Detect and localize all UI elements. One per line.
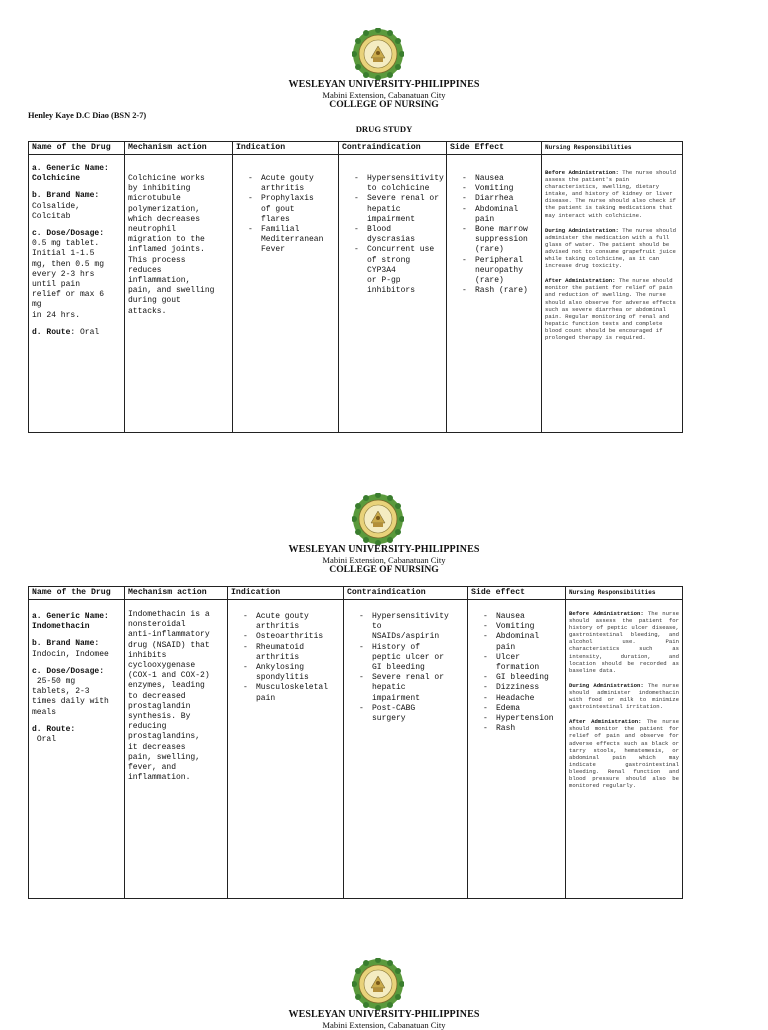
- university-seal-logo: [352, 28, 404, 80]
- list-item: - Nausea: [471, 612, 562, 622]
- before-admin-text: The nurse should assess the patient's pain characteristics, swelling, dietary intake, and history of kidney or liver disease. The nurse should also check if the patient is taking medications that may interact with colchicine.: [545, 169, 676, 219]
- mechanism-cell: [125, 155, 233, 433]
- list-item: - Blood dyscrasias: [342, 225, 443, 245]
- generic-name: Indomethacin: [32, 622, 90, 632]
- page-header-1: [0, 80, 768, 110]
- side-effect-list: [450, 174, 538, 296]
- during-admin-text: The nurse should administer indomethacin with food or milk to minimize gastrointestinal irritation.: [569, 681, 679, 711]
- col-header-contraindication: Contraindication: [339, 142, 447, 155]
- list-item: - History of peptic ulcer or GI bleeding: [347, 643, 464, 674]
- col-header-nursing: Nursing Responsibilities: [542, 142, 683, 155]
- list-item: - Familial Mediterranean Fever: [236, 225, 335, 256]
- list-item: - Severe renal or hepatic impairment: [347, 673, 464, 704]
- university-name: WESLEYAN UNIVERSITY-PHILIPPINES: [288, 1009, 480, 1020]
- brand-name-label: b. Brand Name:: [32, 639, 100, 649]
- list-item: - Rheumatoid arthritis: [231, 643, 340, 663]
- list-item: - Abdominal pain: [471, 632, 562, 652]
- mechanism-text: Indomethacin is a nonsteroidal anti-inflammatory drug (NSAID) that inhibits cyclooxygenase (COX-1 and COX-2) enzymes, leading to decreased prostaglandin synthesis. By reducing prostaglandins, it decreases pain, swelling, fever, and inflammation.: [128, 610, 210, 783]
- drug-study-table-indomethacin: [28, 586, 683, 899]
- list-item: - Bone marrow suppression (rare): [450, 225, 538, 256]
- page-header-3: [0, 1010, 768, 1030]
- indication-list: [236, 174, 335, 256]
- during-admin-label: During Administration:: [569, 681, 644, 689]
- generic-name: Colchicine: [32, 174, 81, 184]
- contraindication-list: [347, 612, 464, 724]
- list-item: - Vomiting: [450, 184, 538, 194]
- university-name: WESLEYAN UNIVERSITY-PHILIPPINES: [288, 79, 480, 90]
- list-item: - Rash: [471, 724, 562, 734]
- list-item: - Diarrhea: [450, 194, 538, 204]
- mechanism-text: Colchicine works by inhibiting microtubule polymerization, which decreases neutrophil migration to the inflamed joints. This process reduces inflammation, pain, and swelling during gout attacks.: [128, 174, 215, 316]
- dose-label: c. Dose/Dosage:: [32, 229, 105, 239]
- route-value: Oral: [32, 735, 57, 745]
- table-row: [29, 600, 683, 899]
- university-seal-logo: [352, 958, 404, 1010]
- university-address: Mabini Extension, Cabanatuan City: [322, 89, 446, 100]
- list-item: - Edema: [471, 704, 562, 714]
- list-item: - Rash (rare): [450, 286, 538, 296]
- col-header-side-effect: Side Effect: [447, 142, 542, 155]
- nursing-responsibilities-cell: [566, 600, 683, 899]
- col-header-nursing: Nursing Responsibilities: [566, 587, 683, 600]
- university-name: WESLEYAN UNIVERSITY-PHILIPPINES: [288, 544, 480, 555]
- list-item: - Abdominal pain: [450, 205, 538, 225]
- generic-name-label: a. Generic Name:: [32, 164, 109, 173]
- col-header-contraindication: Contraindication: [344, 587, 468, 600]
- after-admin-text: The nurse should monitor the patient for relief of pain and reduction of swelling. The nurse should also observe for adverse effects such as severe diarrhea or abdominal pain. Regular monitoring of renal and hepatic function tests and complete blood count should be encouraged if prolonged therapy is required.: [545, 277, 676, 341]
- before-admin-label: Before Administration:: [569, 610, 644, 617]
- brand-name-label: b. Brand Name:: [32, 191, 100, 201]
- drug-name-cell: [29, 600, 125, 899]
- list-item: - Hypersensitivity to colchicine: [342, 174, 443, 194]
- indication-cell: [233, 155, 339, 433]
- list-item: - Osteoarthritis: [231, 632, 340, 642]
- dose-label: c. Dose/Dosage:: [32, 666, 105, 676]
- col-header-drug-name: Name of the Drug: [29, 142, 125, 155]
- during-admin-text: The nurse should administer the medication with a full glass of water. The patient should be advised not to consume grapefruit juice while taking colchicine, as it can increase drug toxicity.: [545, 226, 676, 270]
- col-header-side-effect: Side effect: [468, 587, 566, 600]
- route-label: d. Route:: [32, 724, 76, 734]
- brand-name: Colsalide, Colcitab: [32, 201, 81, 221]
- after-admin-text: The nurse should monitor the patient for relief of pain and observe for adverse effects such as black or tarry stools, hematemesis, or abdominal pain which may indicate gastrointestinal bleeding. Renal function and blood pressure should also be monitored regularly.: [569, 718, 679, 790]
- list-item: - Acute gouty arthritis: [231, 612, 340, 632]
- list-item: - Musculoskeletal pain: [231, 683, 340, 703]
- list-item: - Prophylaxis of gout flares: [236, 194, 335, 225]
- list-item: - Severe renal or hepatic impairment: [342, 194, 443, 225]
- after-admin-label: After Administration:: [569, 718, 642, 726]
- route-value: : Oral: [70, 327, 100, 337]
- page-header-2: [0, 545, 768, 575]
- table-header-row: [29, 587, 683, 600]
- list-item: - Concurrent use of strong CYP3A4 or P-gp inhibitors: [342, 245, 443, 296]
- indication-list: [231, 612, 340, 704]
- list-item: - Ulcer formation: [471, 653, 562, 673]
- during-admin-label: During Administration:: [545, 226, 619, 234]
- brand-name: Indocin, Indomee: [32, 649, 109, 659]
- col-header-drug-name: Name of the Drug: [29, 587, 125, 600]
- list-item: - Hypertension: [471, 714, 562, 724]
- before-admin-text: The nurse should assess the patient for history of peptic ulcer disease, gastrointestinal bleeding, and alcohol use. Pain characteristics such as intensity, duration, and location should be recorded as baseline data.: [569, 610, 679, 674]
- col-header-mechanism: Mechanism action: [125, 587, 228, 600]
- list-item: - Hypersensitivity to NSAIDs/aspirin: [347, 612, 464, 643]
- drug-study-table-colchicine: [28, 141, 683, 433]
- student-name: Henley Kaye D.C Diao (BSN 2-7): [28, 111, 147, 120]
- university-address: Mabini Extension, Cabanatuan City: [322, 1019, 446, 1030]
- after-admin-label: After Administration:: [545, 277, 616, 285]
- list-item: - Nausea: [450, 174, 538, 184]
- list-item: - Peripheral neuropathy (rare): [450, 256, 538, 287]
- contraindication-list: [342, 174, 443, 296]
- contraindication-cell: [339, 155, 447, 433]
- college-name: COLLEGE OF NURSING: [329, 563, 439, 575]
- document-title: DRUG STUDY: [355, 124, 413, 134]
- side-effect-cell: [468, 600, 566, 899]
- list-item: - Vomiting: [471, 622, 562, 632]
- list-item: - Ankylosing spondylitis: [231, 663, 340, 683]
- indication-cell: [228, 600, 344, 899]
- mechanism-cell: [125, 600, 228, 899]
- list-item: - Acute gouty arthritis: [236, 174, 335, 194]
- generic-name-label: a. Generic Name:: [32, 612, 109, 621]
- contraindication-cell: [344, 600, 468, 899]
- dose-value: 25-50 mg tablets, 2-3 times daily with meals: [32, 677, 109, 717]
- college-name: COLLEGE OF NURSING: [329, 98, 439, 110]
- list-item: - Dizziness: [471, 683, 562, 693]
- route-label: d. Route: [32, 327, 71, 337]
- col-header-indication: Indication: [233, 142, 339, 155]
- table-row: [29, 155, 683, 433]
- drug-name-cell: [29, 155, 125, 433]
- col-header-mechanism: Mechanism action: [125, 142, 233, 155]
- table-header-row: [29, 142, 683, 155]
- university-address: Mabini Extension, Cabanatuan City: [322, 554, 446, 565]
- before-admin-label: Before Administration:: [545, 169, 619, 176]
- list-item: - Post-CABG surgery: [347, 704, 464, 724]
- side-effect-list: [471, 612, 562, 734]
- list-item: - Headache: [471, 694, 562, 704]
- side-effect-cell: [447, 155, 542, 433]
- university-seal-logo: [352, 493, 404, 545]
- col-header-indication: Indication: [228, 587, 344, 600]
- list-item: - GI bleeding: [471, 673, 562, 683]
- nursing-responsibilities-cell: [542, 155, 683, 433]
- dose-value: 0.5 mg tablet. Initial 1-1.5 mg, then 0.5 mg every 2-3 hrs until pain relief or max 6 mg in 24 hrs.: [32, 239, 105, 320]
